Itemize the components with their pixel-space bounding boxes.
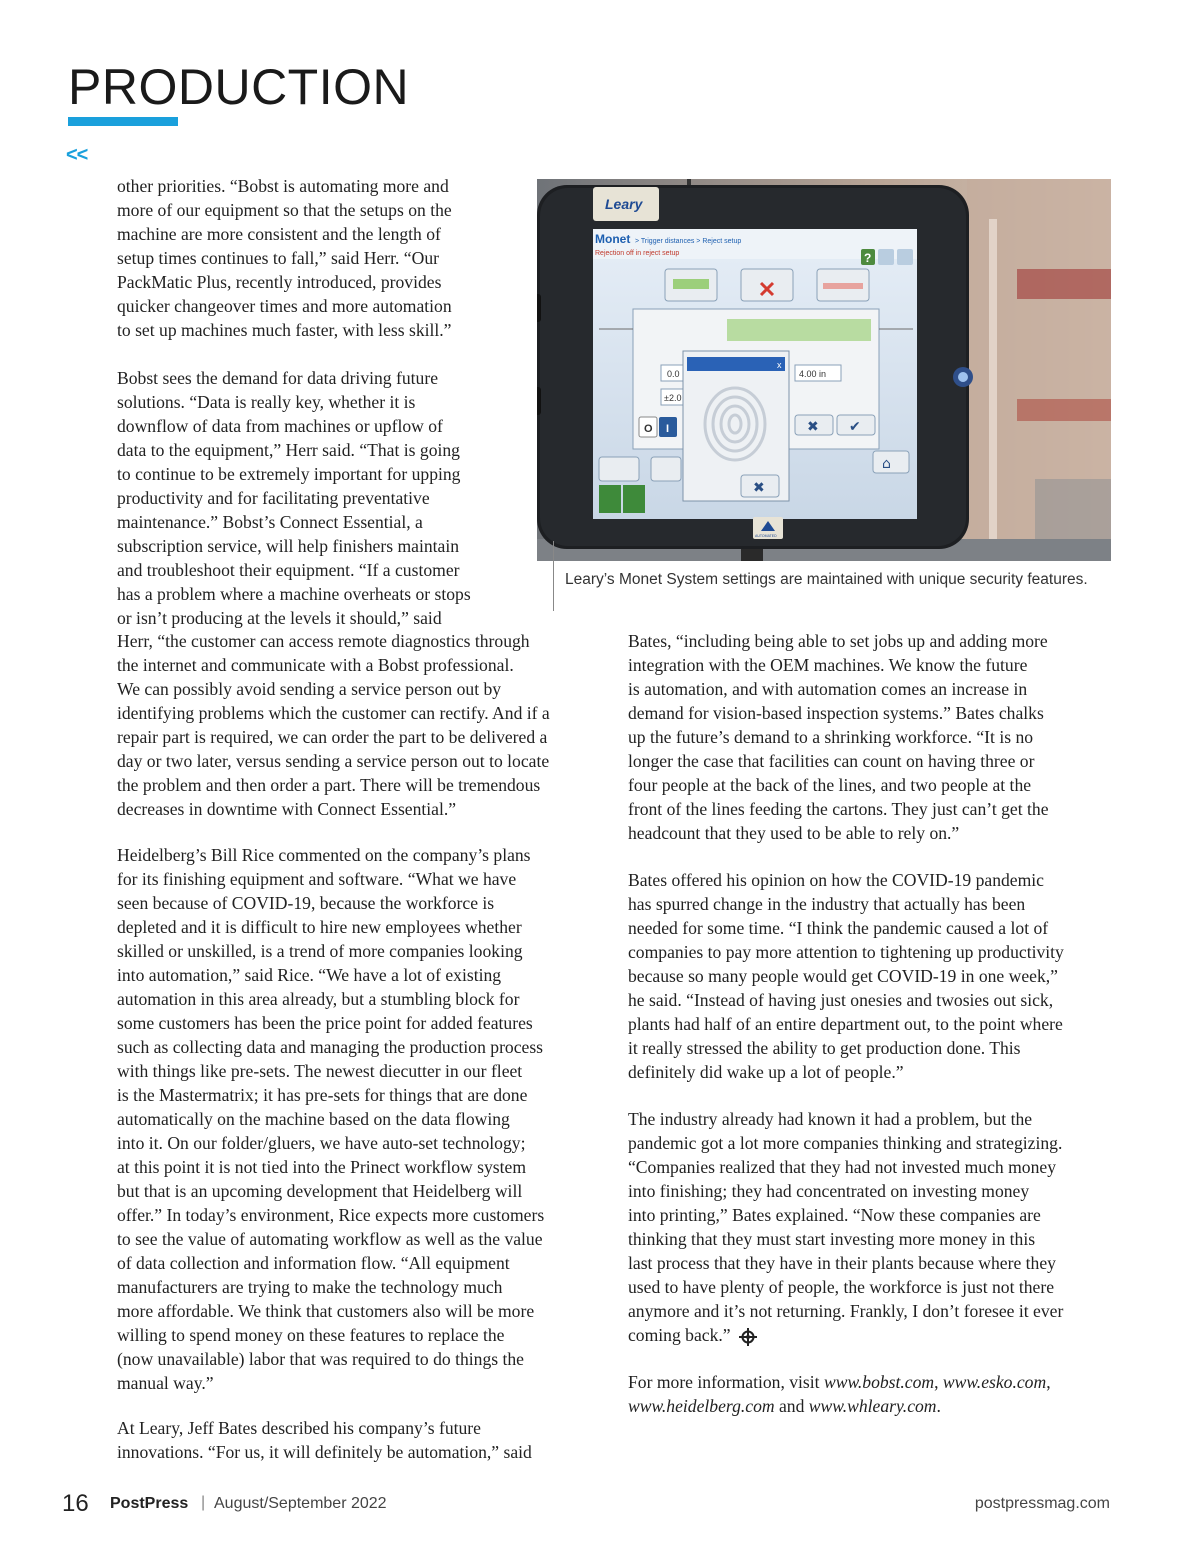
text-line: pandemic got a lot more companies thinking and strategizing. xyxy=(628,1133,1063,1153)
section-title: PRODUCTION xyxy=(68,59,410,115)
text-line: some customers has been the price point for added features xyxy=(117,1013,533,1033)
text-line: because so many people would get COVID-19 in one week,” xyxy=(628,966,1058,986)
text-line: longer the case that facilities can count on having three or xyxy=(628,751,1035,771)
text-line: into finishing; they had concentrated on investing money xyxy=(628,1181,1030,1201)
text-line: and troubleshoot their equipment. “If a customer xyxy=(117,560,460,580)
text-line: (now unavailable) labor that was required to do things the xyxy=(117,1349,524,1369)
text-line: machine are more consistent and the length of xyxy=(117,224,441,244)
text-line: of data collection and information flow. “All equipment xyxy=(117,1253,510,1273)
text-line: Heidelberg’s Bill Rice commented on the company’s plans xyxy=(117,845,531,865)
text-line: decreases in downtime with Connect Essential.” xyxy=(117,799,457,819)
text-line: The industry already had known it had a problem, but the xyxy=(628,1109,1033,1129)
magazine-name: PostPress xyxy=(110,1495,189,1512)
text-line: or isn’t producing at the levels it should,” said xyxy=(117,608,442,628)
help-glyph: ? xyxy=(864,251,872,265)
text-line: to continue to be extremely important for upping xyxy=(117,464,461,484)
monet-touchscreen-illustration xyxy=(537,179,1111,561)
text-line: into automation,” said Rice. “We have a lot of existing xyxy=(117,965,502,985)
text-line: up the future’s demand to a shrinking workforce. “It is no xyxy=(628,727,1034,747)
text-line: setup times continues to fall,” said Herr. “Our xyxy=(117,248,439,268)
text-line: anymore and it’s not returning. Frankly, I don’t foresee it ever xyxy=(628,1301,1064,1321)
text-line: thinking that they must start investing more money in this xyxy=(628,1229,1036,1249)
text-line: at this point it is not tied into the Prinect workflow system xyxy=(117,1157,527,1177)
text-line: four people at the back of the lines, and two people at the xyxy=(628,775,1032,795)
text-line: Bates offered his opinion on how the COVID-19 pandemic xyxy=(628,870,1044,890)
check-icon: ✔ xyxy=(849,419,861,435)
toggle-on-glyph: I xyxy=(666,423,670,435)
text-line: for its finishing equipment and software. “What we have xyxy=(117,869,517,889)
text-line: needed for some time. “I think the pandemic caused a lot of xyxy=(628,918,1049,938)
section-title-underline xyxy=(68,117,178,126)
previous-page-link[interactable]: << xyxy=(66,144,88,166)
language-button[interactable] xyxy=(878,249,894,265)
left-paragraph-2 xyxy=(117,366,511,630)
text-line: the problem and then order a part. There will be tremendous xyxy=(117,775,541,795)
more-information: For more information, visit www.bobst.com, www.esko.com, www.heidelberg.com and www.whleary.com. xyxy=(628,1372,1051,1416)
text-line: maintenance.” Bobst’s Connect Essential, a xyxy=(117,512,423,532)
more-info-prefix: For more information, visit xyxy=(628,1372,824,1392)
text-line: innovations. “For us, it will definitely be automation,” said xyxy=(117,1442,532,1462)
text-line: it really stressed the ability to get production done. This xyxy=(628,1038,1021,1058)
text-line: definitely did wake up a lot of people.” xyxy=(628,1062,904,1082)
text-line: into printing,” Bates explained. “Now these companies are xyxy=(628,1205,1041,1225)
cancel-icon: ✖ xyxy=(807,419,819,435)
monet-app-title: Monet xyxy=(595,232,631,246)
left-paragraph-4 xyxy=(117,1416,599,1464)
left-paragraph-3 xyxy=(117,843,599,1395)
user-settings-button-2[interactable] xyxy=(651,457,681,481)
text-line: he said. “Instead of having just onesies and twosies out sick, xyxy=(628,990,1054,1010)
text-line: has a problem where a machine overheats or stops xyxy=(117,584,471,604)
text-line: manufacturers are trying to make the technology much xyxy=(117,1277,503,1297)
text-line: quicker changeover times and more automation xyxy=(117,296,452,316)
screen-warning-text: Rejection off in reject setup xyxy=(595,250,680,257)
right-distance-value: 4.00 in xyxy=(799,369,827,379)
crosshair-end-mark-icon xyxy=(739,1328,757,1346)
bobst-link[interactable]: www.bobst.com xyxy=(823,1372,935,1392)
text-line: to see the value of automating workflow as well as the value xyxy=(117,1229,543,1249)
toggle-off-glyph: O xyxy=(644,423,653,435)
text-line: “Companies realized that they had not invested much money xyxy=(628,1157,1056,1177)
text-line: is the Mastermatrix; it has pre-sets for things that are done xyxy=(117,1085,528,1105)
magazine-url[interactable]: postpressmag.com xyxy=(974,1495,1110,1512)
right-paragraph-1 xyxy=(628,629,1110,845)
text-line: with things like pre-sets. The newest diecutter in our fleet xyxy=(117,1061,523,1081)
text-line: At Leary, Jeff Bates described his company’s future xyxy=(117,1418,481,1438)
text-line: automatically on the machine based on the data flowing xyxy=(117,1109,510,1129)
status-indicator xyxy=(599,485,621,513)
text-line: Bobst sees the demand for data driving future xyxy=(117,368,439,388)
status-indicator-2 xyxy=(623,485,645,513)
text-line: manual way.” xyxy=(117,1373,214,1393)
caption-divider xyxy=(553,541,554,611)
right-paragraph-3 xyxy=(628,1107,1110,1347)
text-line: is automation, and with automation comes an increase in xyxy=(628,679,1028,699)
photo-caption: Leary’s Monet System settings are maintained with unique security features. xyxy=(565,571,1088,588)
tolerance-value: ±2.0 xyxy=(664,393,682,403)
text-line: repair part is required, we can order the part to be delivered a xyxy=(117,727,548,747)
text-line: such as collecting data and managing the production process xyxy=(117,1037,544,1057)
text-line-last: coming back.” xyxy=(628,1325,731,1345)
text-line: data to the equipment,” Herr said. “That is going xyxy=(117,440,460,460)
text-line: Bates, “including being able to set jobs up and adding more xyxy=(628,631,1048,651)
dialog-close-glyph: x xyxy=(777,360,782,370)
text-line: automation in this area already, but a stumbling block for xyxy=(117,989,520,1009)
text-line: subscription service, will help finishers maintain xyxy=(117,536,460,556)
screen-breadcrumb: > Trigger distances > Reject setup xyxy=(635,238,742,245)
leary-monet-photo xyxy=(537,179,1111,561)
text-line: productivity and for facilitating preventative xyxy=(117,488,430,508)
maker-logo-text: AUTOMATED xyxy=(755,534,777,538)
leary-brand-label: Leary xyxy=(605,196,643,212)
text-line: depleted and it is difficult to hire new employees whether xyxy=(117,917,522,937)
text-line: skilled or unskilled, is a trend of more companies looking xyxy=(117,941,523,961)
text-line: last process that they have in their plants because where they xyxy=(628,1253,1056,1273)
text-line: more of our equipment so that the setups on the xyxy=(117,200,452,220)
left-distance-value: 0.0 xyxy=(667,369,680,379)
text-line xyxy=(628,1323,1110,1347)
text-line: Herr, “the customer can access remote diagnostics through xyxy=(117,631,530,651)
left-paragraph-1 xyxy=(117,174,511,342)
text-line: solutions. “Data is really key, whether it is xyxy=(117,392,416,412)
text-line: the internet and communicate with a Bobst professional. xyxy=(117,655,514,675)
text-line: identifying problems which the customer can rectify. And if a xyxy=(117,703,550,723)
text-line: plants had half of an entire department out, to the point where xyxy=(628,1014,1063,1034)
dialog-cancel-icon: ✖ xyxy=(753,480,765,496)
text-line: used to have plenty of people, the workforce is just not there xyxy=(628,1277,1055,1297)
refresh-button[interactable] xyxy=(897,249,913,265)
user-settings-button[interactable] xyxy=(599,457,639,481)
whleary-link[interactable]: www.whleary.com xyxy=(808,1396,937,1416)
text-line: to set up machines much faster, with less skill.” xyxy=(117,320,452,340)
page-number: 16 xyxy=(62,1490,89,1517)
esko-link[interactable]: www.esko.com xyxy=(942,1372,1047,1392)
text-line: companies to pay more attention to tightening up productivity xyxy=(628,942,1064,962)
text-line: headcount that they used to be able to rely on.” xyxy=(628,823,960,843)
text-line: demand for vision-based inspection systems.” Bates chalks xyxy=(628,703,1044,723)
text-line: but that is an upcoming development that Heidelberg will xyxy=(117,1181,523,1201)
text-line: more affordable. We think that customers also will be more xyxy=(117,1301,535,1321)
text-line: into it. On our folder/gluers, we have auto-set technology; xyxy=(117,1133,526,1153)
text-line: offer.” In today’s environment, Rice expects more customers xyxy=(117,1205,545,1225)
text-line: other priorities. “Bobst is automating more and xyxy=(117,176,449,196)
home-button[interactable] xyxy=(873,451,909,473)
heidelberg-link[interactable]: www.heidelberg.com xyxy=(628,1396,775,1416)
text-line: front of the lines feeding the cartons. They just can’t get the xyxy=(628,799,1049,819)
text-line: integration with the OEM machines. We know the future xyxy=(628,655,1028,675)
text-line: seen because of COVID-19, because the workforce is xyxy=(117,893,495,913)
left-paragraph-2-continued xyxy=(117,629,599,821)
text-line: willing to spend money on these features to replace the xyxy=(117,1325,505,1345)
text-line: PackMatic Plus, recently introduced, provides xyxy=(117,272,442,292)
text-line: We can possibly avoid sending a service person out by xyxy=(117,679,502,699)
right-paragraph-2 xyxy=(628,868,1110,1084)
text-line: day or two later, versus sending a service person out to locate xyxy=(117,751,550,771)
text-line: has spurred change in the industry that actually has been xyxy=(628,894,1026,914)
text-line: downflow of data from machines or upflow of xyxy=(117,416,443,436)
issue-date: August/September 2022 xyxy=(214,1495,387,1512)
footer-separator: | xyxy=(201,1494,206,1511)
home-icon: ⌂ xyxy=(882,456,891,472)
